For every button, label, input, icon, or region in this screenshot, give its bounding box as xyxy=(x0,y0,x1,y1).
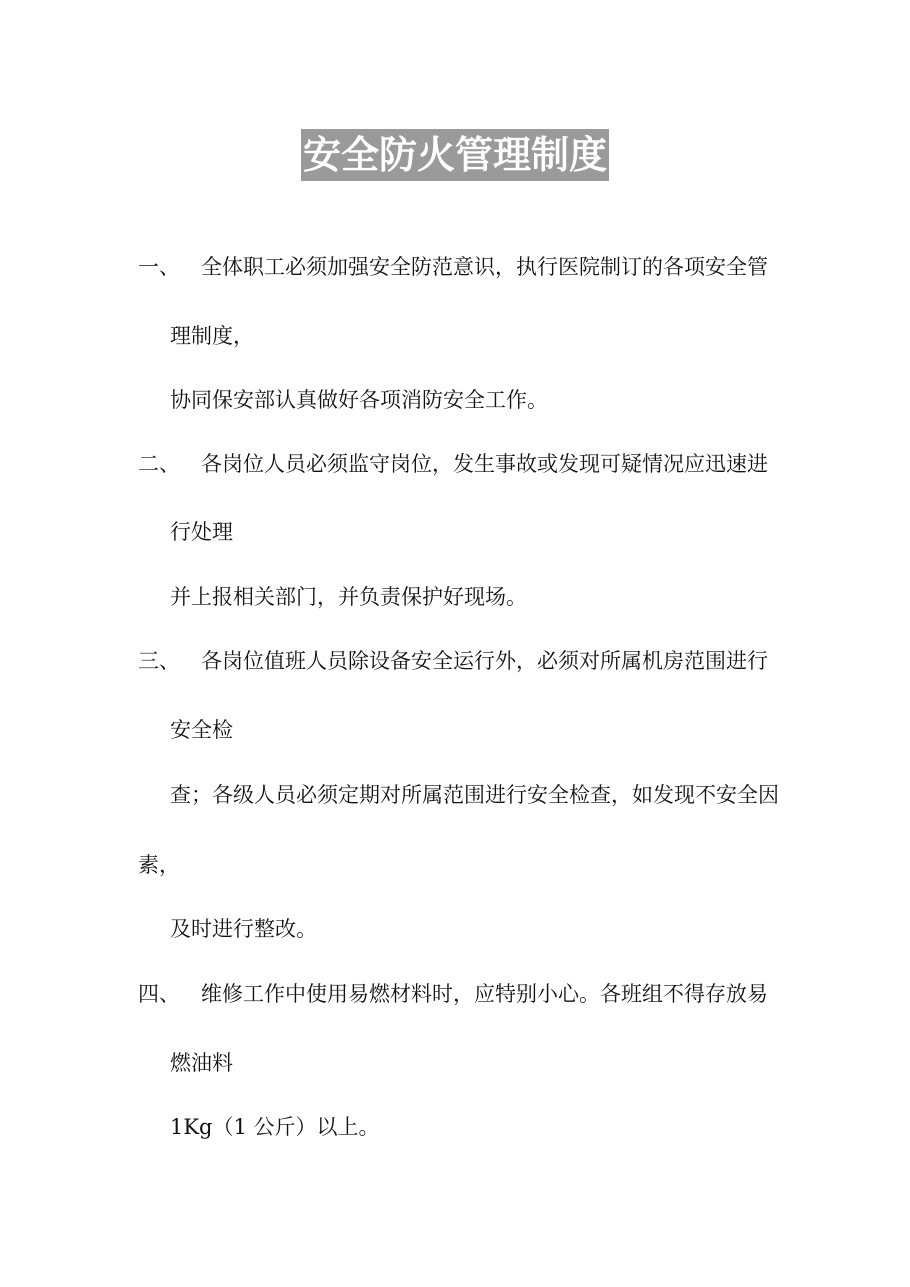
item-3-line-1: 各岗位值班人员除设备安全运行外，必须对所属机房范围进行 xyxy=(201,649,768,673)
item-1-line-1: 全体职工必须加强安全防范意识，执行医院制订的各项安全管 xyxy=(201,255,768,279)
item-1-number: 一、 xyxy=(138,255,180,279)
document-title: 安全防火管理制度 xyxy=(301,129,609,181)
item-1-line-3: 协同保安部认真做好各项消防安全工作。 xyxy=(170,388,548,412)
item-2-line-2: 行处理 xyxy=(170,520,233,544)
item-3-line-5: 及时进行整改。 xyxy=(170,917,317,941)
item-4-line-1: 维修工作中使用易燃材料时，应特别小心。各班组不得存放易 xyxy=(201,982,768,1006)
item-3-line-3: 查；各级人员必须定期对所属范围进行安全检查，如发现不安全因 xyxy=(170,783,779,807)
item-4-number: 四、 xyxy=(138,982,180,1006)
item-2-number: 二、 xyxy=(138,452,180,476)
item-2-line-1: 各岗位人员必须监守岗位，发生事故或发现可疑情况应迅速进 xyxy=(201,452,768,476)
item-3-line-2: 安全检 xyxy=(170,718,233,742)
item-1-line-2: 理制度， xyxy=(170,324,254,348)
item-2-line-3: 并上报相关部门，并负责保护好现场。 xyxy=(170,585,527,609)
item-3-number: 三、 xyxy=(138,649,180,673)
title-container xyxy=(0,129,910,181)
item-4-line-3: 1Kg（1 公斤）以上。 xyxy=(170,1115,380,1139)
item-3-line-4: 素， xyxy=(138,853,180,877)
item-4-line-2: 燃油料 xyxy=(170,1051,233,1075)
